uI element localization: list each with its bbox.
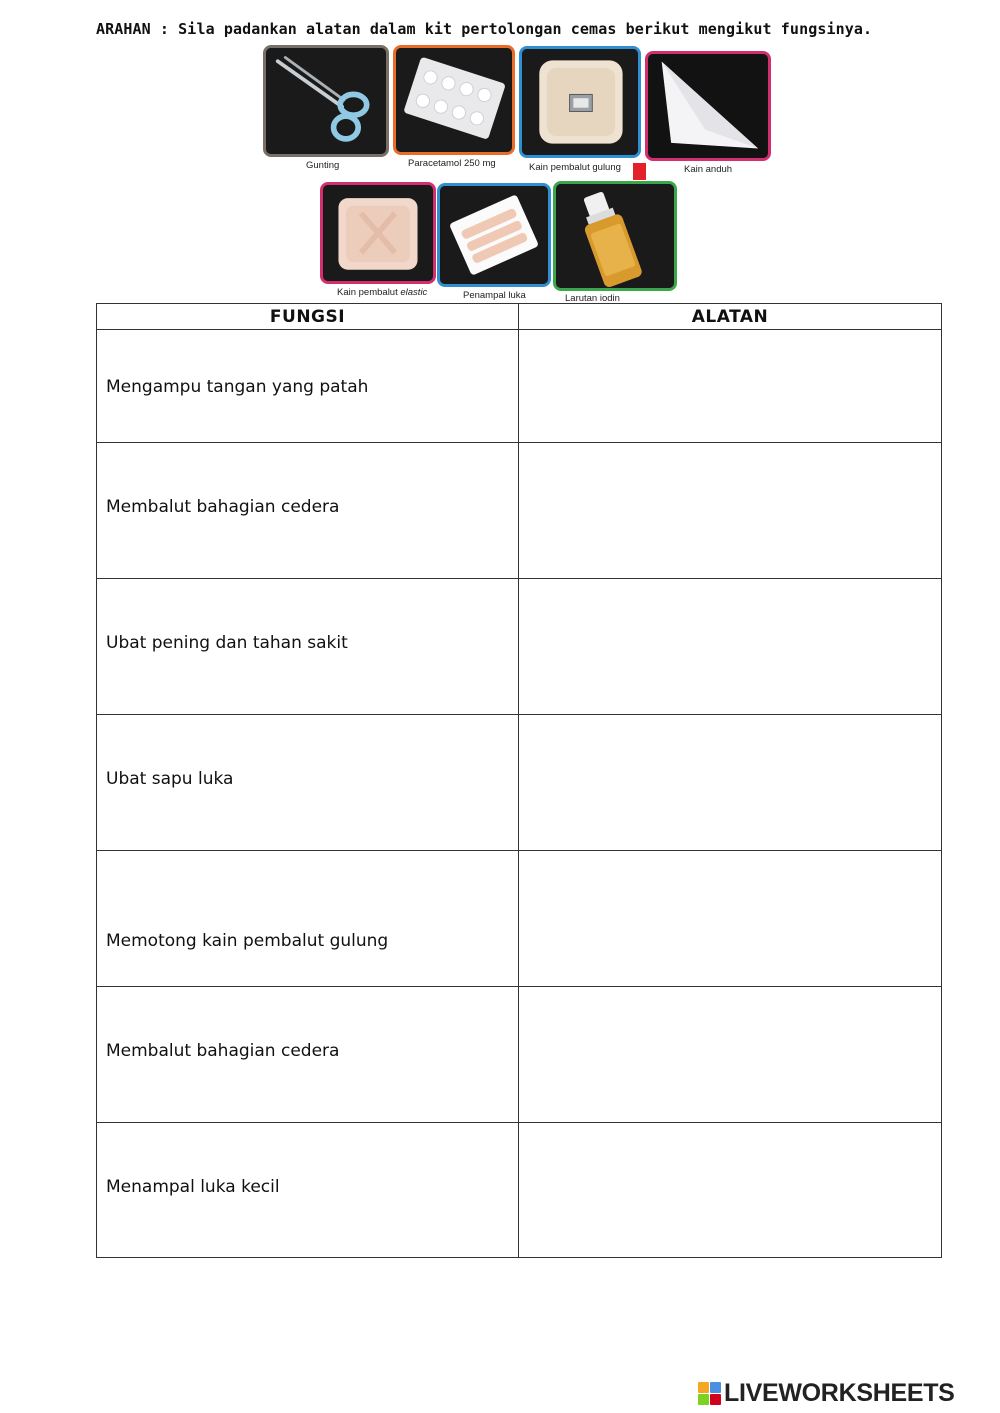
red-marker (633, 163, 646, 180)
liveworksheets-logo[interactable] (698, 1378, 955, 1408)
bandage-roll-icon (522, 49, 638, 155)
function-text: Ubat pening dan tahan sakit (97, 579, 519, 715)
item-image-plaster (437, 183, 551, 287)
item-caption (337, 287, 427, 298)
elastic-bandage-icon (323, 185, 433, 281)
function-text: Membalut bahagian cedera (97, 443, 519, 579)
liveworksheets-logo-icon (698, 1382, 721, 1405)
answer-drop-zone[interactable] (519, 987, 942, 1123)
triangular-bandage-icon (648, 54, 768, 158)
answer-drop-zone[interactable] (519, 715, 942, 851)
item-caption: Paracetamol 250 mg (408, 158, 496, 169)
answer-drop-zone[interactable] (519, 1123, 942, 1258)
table-row (97, 579, 942, 715)
function-text: Menampal luka kecil (97, 1123, 519, 1258)
answer-drop-zone[interactable] (519, 443, 942, 579)
item-image-elastic-bandage (320, 182, 436, 284)
function-text: Membalut bahagian cedera (97, 987, 519, 1123)
item-caption: Kain anduh (684, 164, 733, 175)
table-row (97, 330, 942, 443)
item-image-iodine (553, 181, 677, 291)
item-image-bandage-roll (519, 46, 641, 158)
table-row (97, 443, 942, 579)
item-caption: Kain pembalut gulung (529, 162, 621, 173)
logo-text: LIVEWORKSHEETS (724, 1378, 955, 1407)
header-fungsi: FUNGSI (97, 304, 519, 330)
function-text: Memotong kain pembalut gulung (97, 851, 519, 987)
function-text: Mengampu tangan yang patah (97, 330, 519, 443)
item-image-paracetamol (393, 45, 515, 155)
table-row (97, 715, 942, 851)
item-caption: Larutan iodin (565, 293, 620, 304)
answer-drop-zone[interactable] (519, 330, 942, 443)
header-alatan: ALATAN (519, 304, 942, 330)
matching-table (96, 303, 942, 1258)
table-row (97, 1123, 942, 1258)
table-header-row (97, 304, 942, 330)
instruction-text: ARAHAN : Sila padankan alatan dalam kit pertolongan cemas berikut mengikut fungsinya. (96, 20, 873, 38)
item-caption: Penampal luka (463, 290, 526, 301)
item-caption: Gunting (306, 160, 340, 171)
scissors-icon (266, 48, 386, 154)
answer-drop-zone[interactable] (519, 851, 942, 987)
item-image-scissors (263, 45, 389, 157)
table-row (97, 987, 942, 1123)
item-image-triangular-bandage (645, 51, 771, 161)
plaster-icon (440, 186, 548, 284)
answer-drop-zone[interactable] (519, 579, 942, 715)
function-text: Ubat sapu luka (97, 715, 519, 851)
item-caption-text: Kain pembalut (337, 287, 398, 298)
item-caption-italic: elastic (400, 287, 428, 298)
iodine-bottle-icon (556, 184, 674, 288)
pill-blister-icon (396, 48, 512, 152)
table-row (97, 851, 942, 987)
